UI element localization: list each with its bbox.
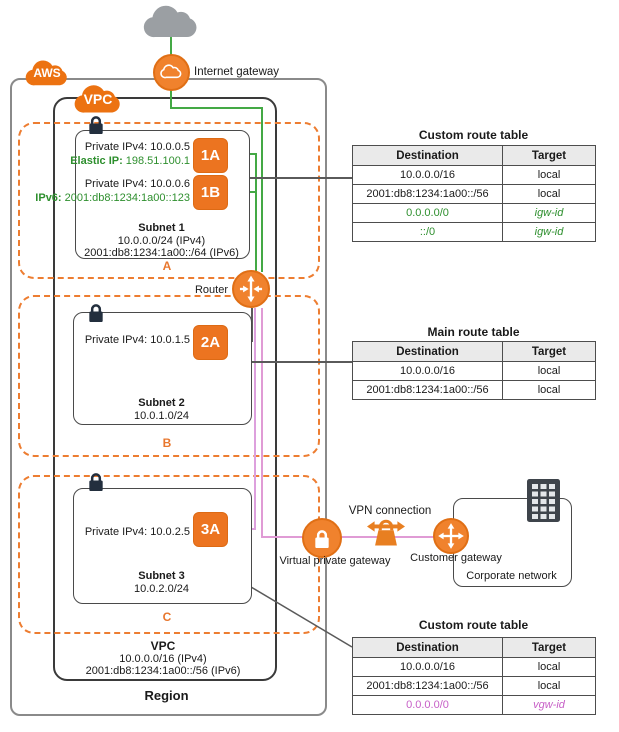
subnet1-name: Subnet 1 [138, 222, 185, 234]
router-label: Router [194, 284, 228, 296]
ipv6-label: IPv6: [35, 192, 62, 204]
virtual-private-gateway-label: Virtual private gateway [279, 555, 391, 567]
table3-r1-dest: 10.0.0.0/16 [353, 658, 503, 677]
custom-route-table-1 [352, 145, 596, 242]
instance-3a: 3A [193, 512, 228, 547]
custom-route-table-2-title: Custom route table [418, 618, 529, 632]
az-b-label: B [162, 436, 172, 450]
table1-r3-target: igw-id [503, 204, 596, 223]
instance-1b: 1B [193, 175, 228, 210]
table1-r4-target: igw-id [503, 223, 596, 242]
table-row [353, 677, 596, 696]
elastic-ip-label: Elastic IP: [70, 155, 123, 167]
subnet1-ipv6 [22, 192, 190, 204]
subnet2-cidr: 10.0.1.0/24 [133, 410, 190, 422]
vpc-title: VPC [150, 639, 176, 653]
table1-col-target: Target [503, 146, 596, 166]
subnet3-private-ip: Private IPv4: 10.0.2.5 [84, 526, 190, 538]
az-c-label: C [162, 610, 172, 624]
table3-col-destination: Destination [353, 638, 503, 658]
vpc-cidr4: 10.0.0.0/16 (IPv4) [119, 653, 207, 665]
vpn-connection-label: VPN connection [348, 505, 432, 517]
subnet2-lock-icon [87, 302, 105, 323]
vpc-logo-badge [68, 83, 128, 115]
table1-r3-dest: 0.0.0.0/0 [353, 204, 503, 223]
table3-r2-dest: 2001:db8:1234:1a00::/56 [353, 677, 503, 696]
internet-gateway-label: Internet gateway [194, 66, 280, 78]
table2-col-target: Target [503, 342, 596, 362]
corporate-building-icon [526, 478, 561, 523]
subnet3-cidr: 10.0.2.0/24 [133, 583, 190, 595]
table-row [353, 166, 596, 185]
subnet1-cidr6: 2001:db8:1234:1a00::/64 (IPv6) [84, 247, 239, 259]
subnet1-private-ip-1a: Private IPv4: 10.0.0.5 [84, 141, 190, 153]
subnet1-elastic-ip [22, 155, 190, 167]
aws-badge-label: AWS [33, 66, 61, 80]
table3-r3-dest: 0.0.0.0/0 [353, 696, 503, 715]
table2-r1-target: local [503, 362, 596, 381]
vpn-connection-icon [366, 516, 406, 554]
custom-route-table-1-title: Custom route table [418, 128, 529, 142]
ipv6-value: 2001:db8:1234:1a00::123 [64, 192, 190, 204]
customer-gateway-label: Customer gateway [410, 552, 502, 564]
vpc-cidr6: 2001:db8:1234:1a00::/56 (IPv6) [85, 665, 241, 677]
table1-r1-dest: 10.0.0.0/16 [353, 166, 503, 185]
main-route-table-title: Main route table [427, 325, 520, 339]
subnet3-lock-icon [87, 471, 105, 492]
table3-col-target: Target [503, 638, 596, 658]
subnet2-private-ip: Private IPv4: 10.0.1.5 [84, 334, 190, 346]
table2-r1-dest: 10.0.0.0/16 [353, 362, 503, 381]
table-row [353, 223, 596, 242]
internet-gateway-icon [153, 54, 190, 91]
table2-r2-target: local [503, 381, 596, 400]
table2-r2-dest: 2001:db8:1234:1a00::/56 [353, 381, 503, 400]
table1-r2-dest: 2001:db8:1234:1a00::/56 [353, 185, 503, 204]
instance-1a: 1A [193, 138, 228, 173]
instance-2a: 2A [193, 325, 228, 360]
virtual-private-gateway-icon [302, 518, 342, 558]
main-route-table [352, 341, 596, 400]
table1-col-destination: Destination [353, 146, 503, 166]
subnet1-cidr4: 10.0.0.0/24 (IPv4) [117, 235, 206, 247]
internet-cloud-icon [140, 3, 202, 41]
custom-route-table-2 [352, 637, 596, 715]
elastic-ip-value: 198.51.100.1 [125, 155, 190, 167]
subnet3-name: Subnet 3 [138, 570, 185, 582]
table-row [353, 658, 596, 677]
table3-r2-target: local [503, 677, 596, 696]
table-row [353, 381, 596, 400]
table1-r2-target: local [503, 185, 596, 204]
table3-r1-target: local [503, 658, 596, 677]
subnet1-lock-icon [87, 114, 105, 135]
table3-r3-target: vgw-id [503, 696, 596, 715]
aws-logo-badge [24, 58, 70, 88]
table-row [353, 204, 596, 223]
subnet1-private-ip-1b: Private IPv4: 10.0.0.6 [84, 178, 190, 190]
customer-gateway-icon [433, 518, 469, 554]
table-row [353, 696, 596, 715]
region-label: Region [144, 688, 189, 703]
az-a-label: A [162, 259, 172, 273]
table1-r1-target: local [503, 166, 596, 185]
router-icon [232, 270, 270, 308]
vpc-badge-label: VPC [83, 91, 113, 107]
corporate-network-label: Corporate network [466, 570, 557, 582]
table1-r4-dest: ::/0 [353, 223, 503, 242]
subnet2-name: Subnet 2 [138, 397, 185, 409]
table-row [353, 185, 596, 204]
table2-col-destination: Destination [353, 342, 503, 362]
table-row [353, 362, 596, 381]
